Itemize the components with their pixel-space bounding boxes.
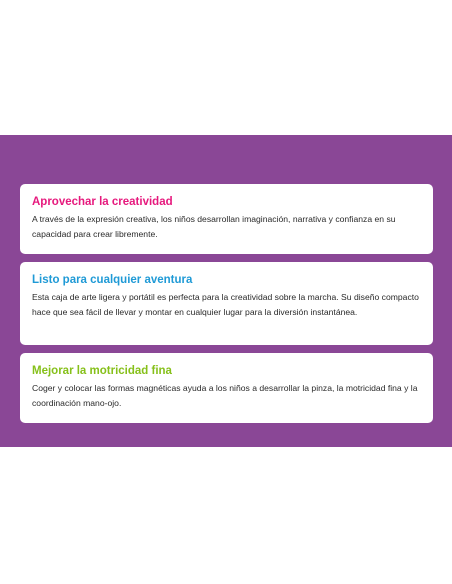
- feature-text-motor-skills: Coger y colocar las formas magnéticas ayuda a los niños a desarrollar la pinza, la motricidad fina y la coordinación mano-ojo.: [32, 383, 418, 408]
- feature-card-adventure: [20, 262, 433, 345]
- feature-card-creativity: [20, 184, 433, 254]
- feature-text-adventure: Esta caja de arte ligera y portátil es perfecta para la creatividad sobre la marcha. Su diseño compacto hace que sea fácil de llevar y montar en cualquier lugar para la diversión instantánea.: [32, 292, 419, 317]
- feature-title-motor-skills: Mejorar la motricidad fina: [32, 365, 172, 377]
- feature-title-creativity: Aprovechar la creatividad: [32, 196, 173, 208]
- feature-text-creativity: A través de la expresión creativa, los niños desarrollan imaginación, narrativa y confianza en su capacidad para crear libremente.: [32, 214, 396, 239]
- feature-card-motor-skills: [20, 353, 433, 423]
- feature-title-adventure: Listo para cualquier aventura: [32, 274, 193, 286]
